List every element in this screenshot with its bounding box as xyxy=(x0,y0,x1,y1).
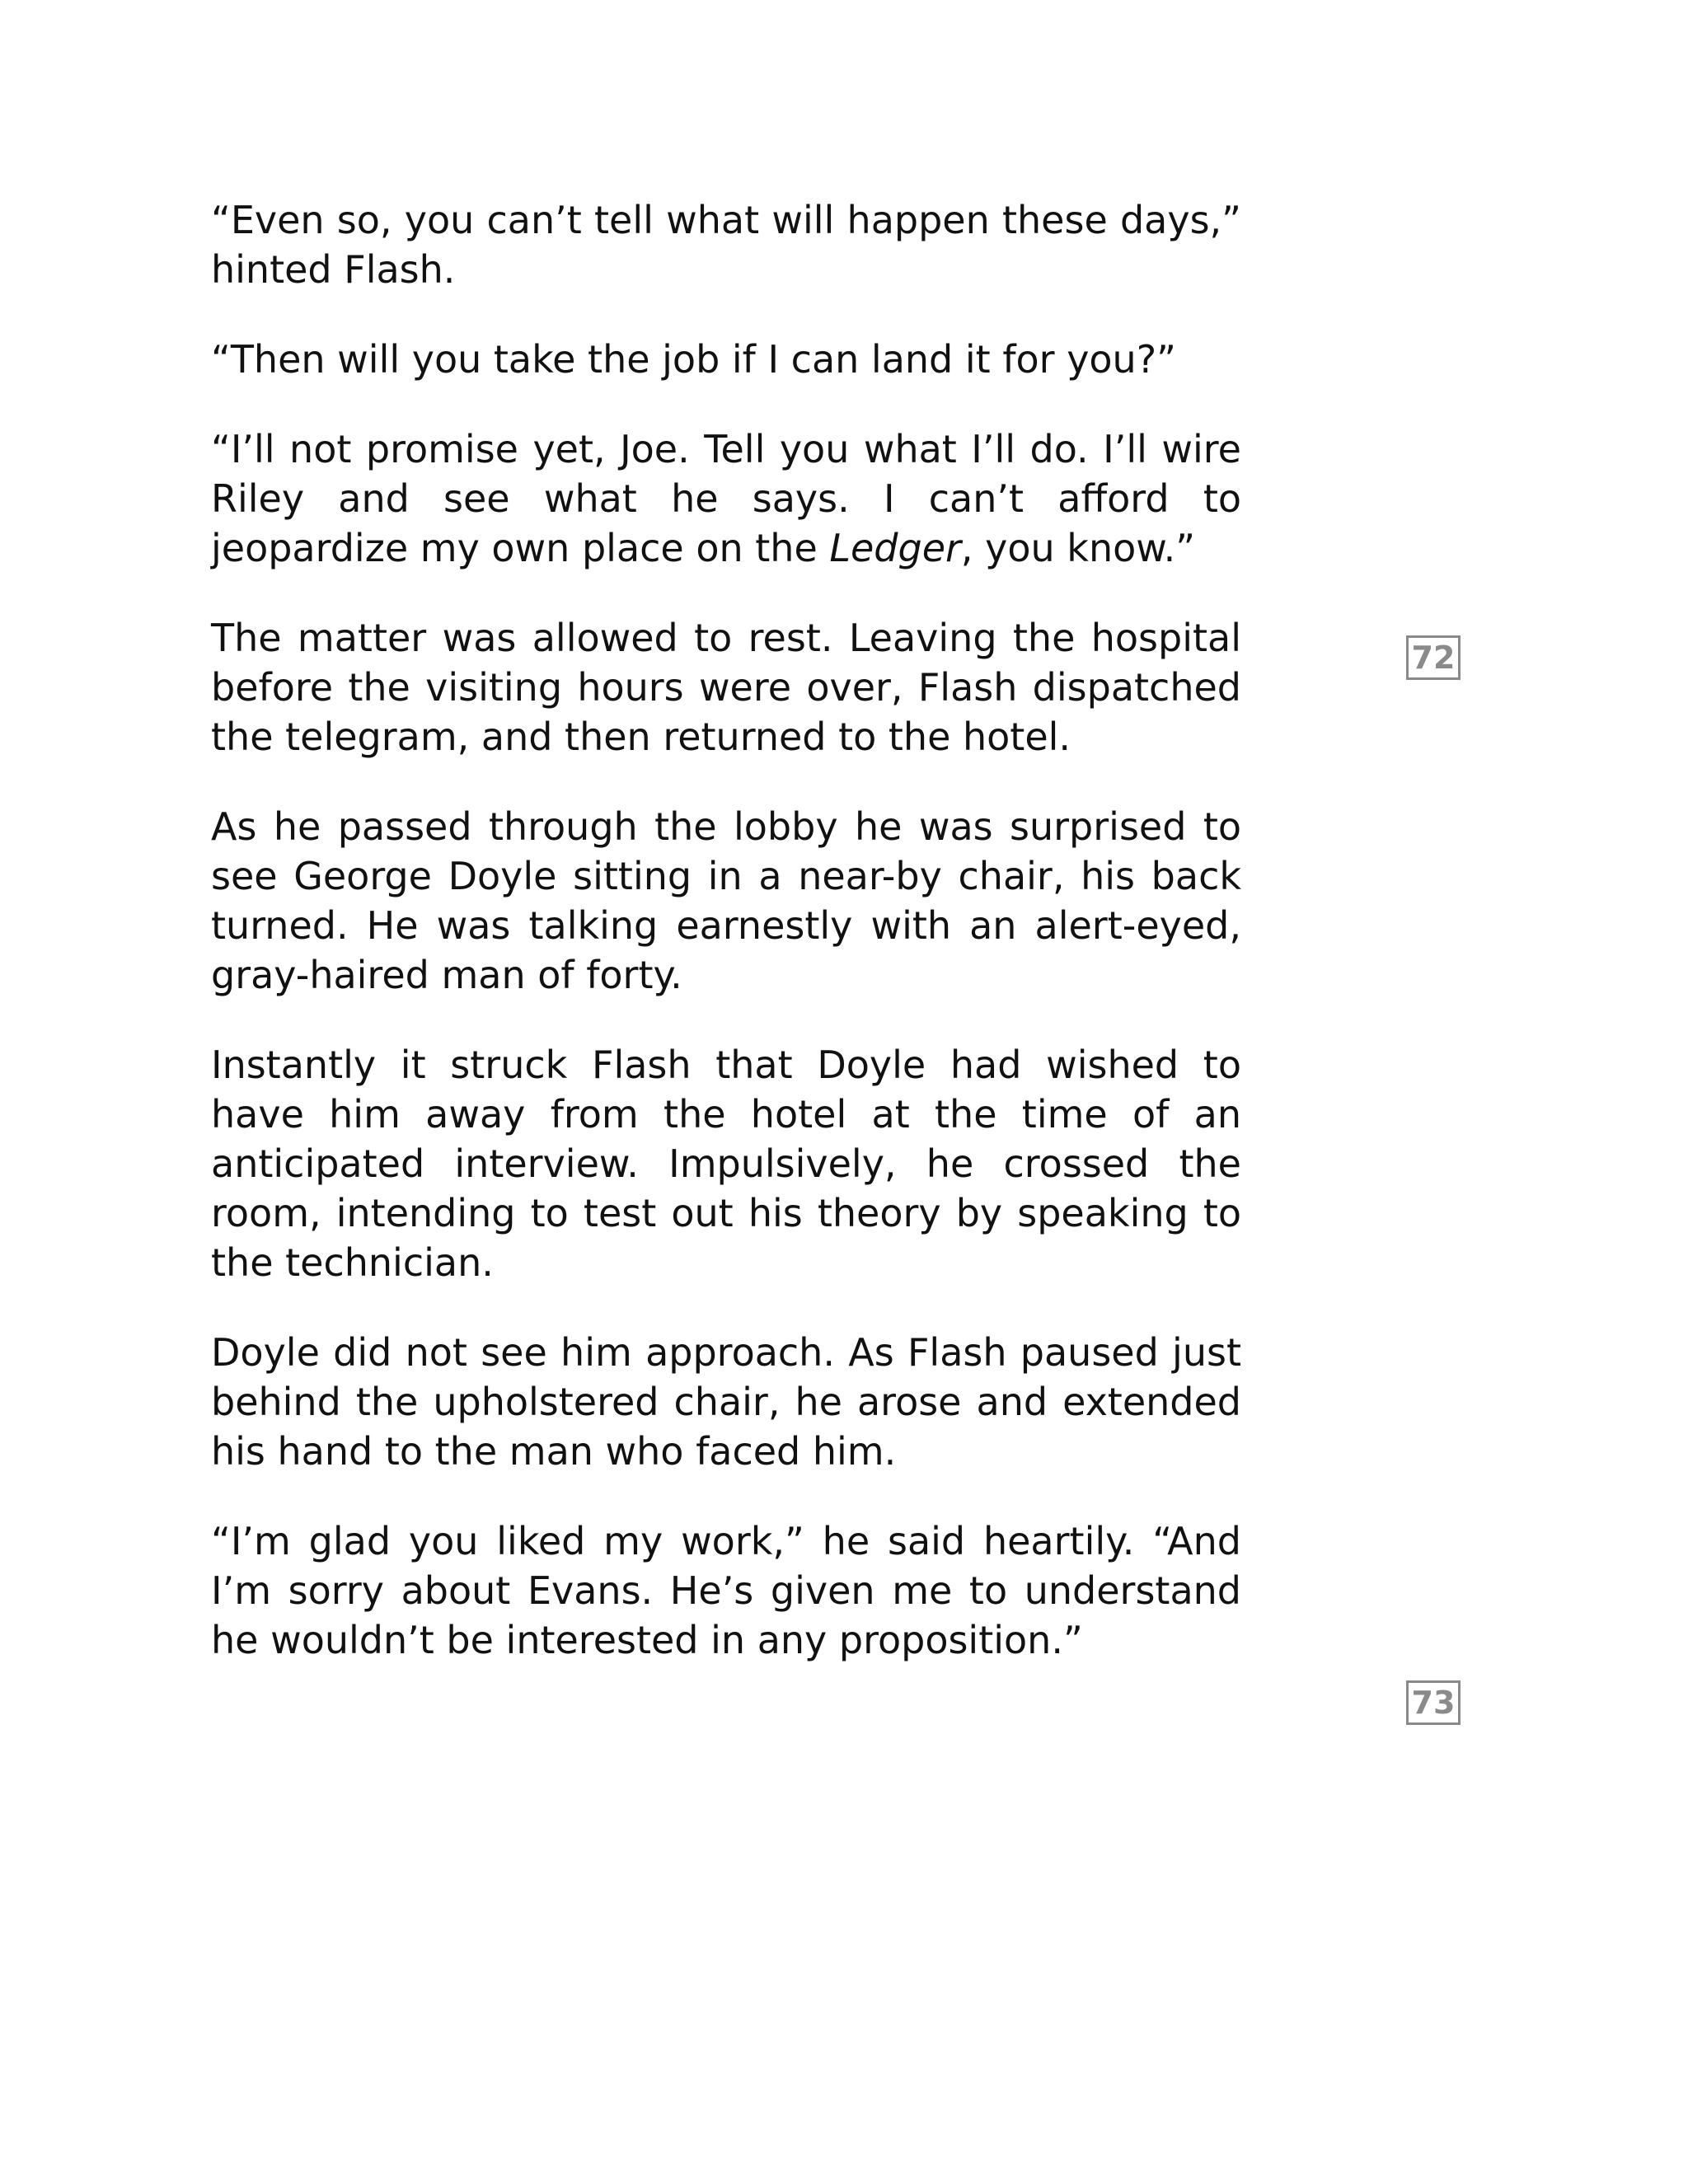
page-number-marker: 73 xyxy=(1406,1680,1461,1725)
paragraph-4: The matter was allowed to rest. Leaving the hospital before the visiting hours were over, Flash dispatched the telegram, and then returned to the hotel. xyxy=(211,616,1241,759)
page-number-marker: 72 xyxy=(1406,635,1461,680)
paragraph-3 xyxy=(211,424,1241,573)
paragraph-7: Doyle did not see him approach. As Flash paused just behind the upholstered chair, he arose and extended his hand to the man who faced him. xyxy=(211,1330,1241,1474)
paragraph-1: “Even so, you can’t tell what will happen these days,” hinted Flash. xyxy=(211,198,1241,292)
paragraph-3-end: , you know.” xyxy=(960,526,1196,570)
paragraph-8: “I’m glad you liked my work,” he said heartily. “And I’m sorry about Evans. He’s given me to understand he wouldn’t be interested in any proposition.” xyxy=(211,1519,1241,1662)
paragraph-2: “Then will you take the job if I can land it for you?” xyxy=(211,337,1176,382)
paragraph-3-start: “I’ll not promise yet, Joe. Tell you what I’ll do. I’ll wire Riley and see what he says. I can’t afford to jeopardize my own place on the xyxy=(211,427,1241,570)
paragraph-6: Instantly it struck Flash that Doyle had wished to have him away from the hotel at the time of an anticipated interview. Impulsively, he crossed the room, intending to test out his theory by speaking to the technician. xyxy=(211,1043,1241,1285)
newspaper-title: Ledger xyxy=(829,526,961,570)
paragraph-5: As he passed through the lobby he was surprised to see George Doyle sitting in a near-by chair, his back turned. He was talking earnestly with an alert-eyed, gray-haired man of forty. xyxy=(211,804,1241,997)
body-text xyxy=(211,195,1241,1705)
